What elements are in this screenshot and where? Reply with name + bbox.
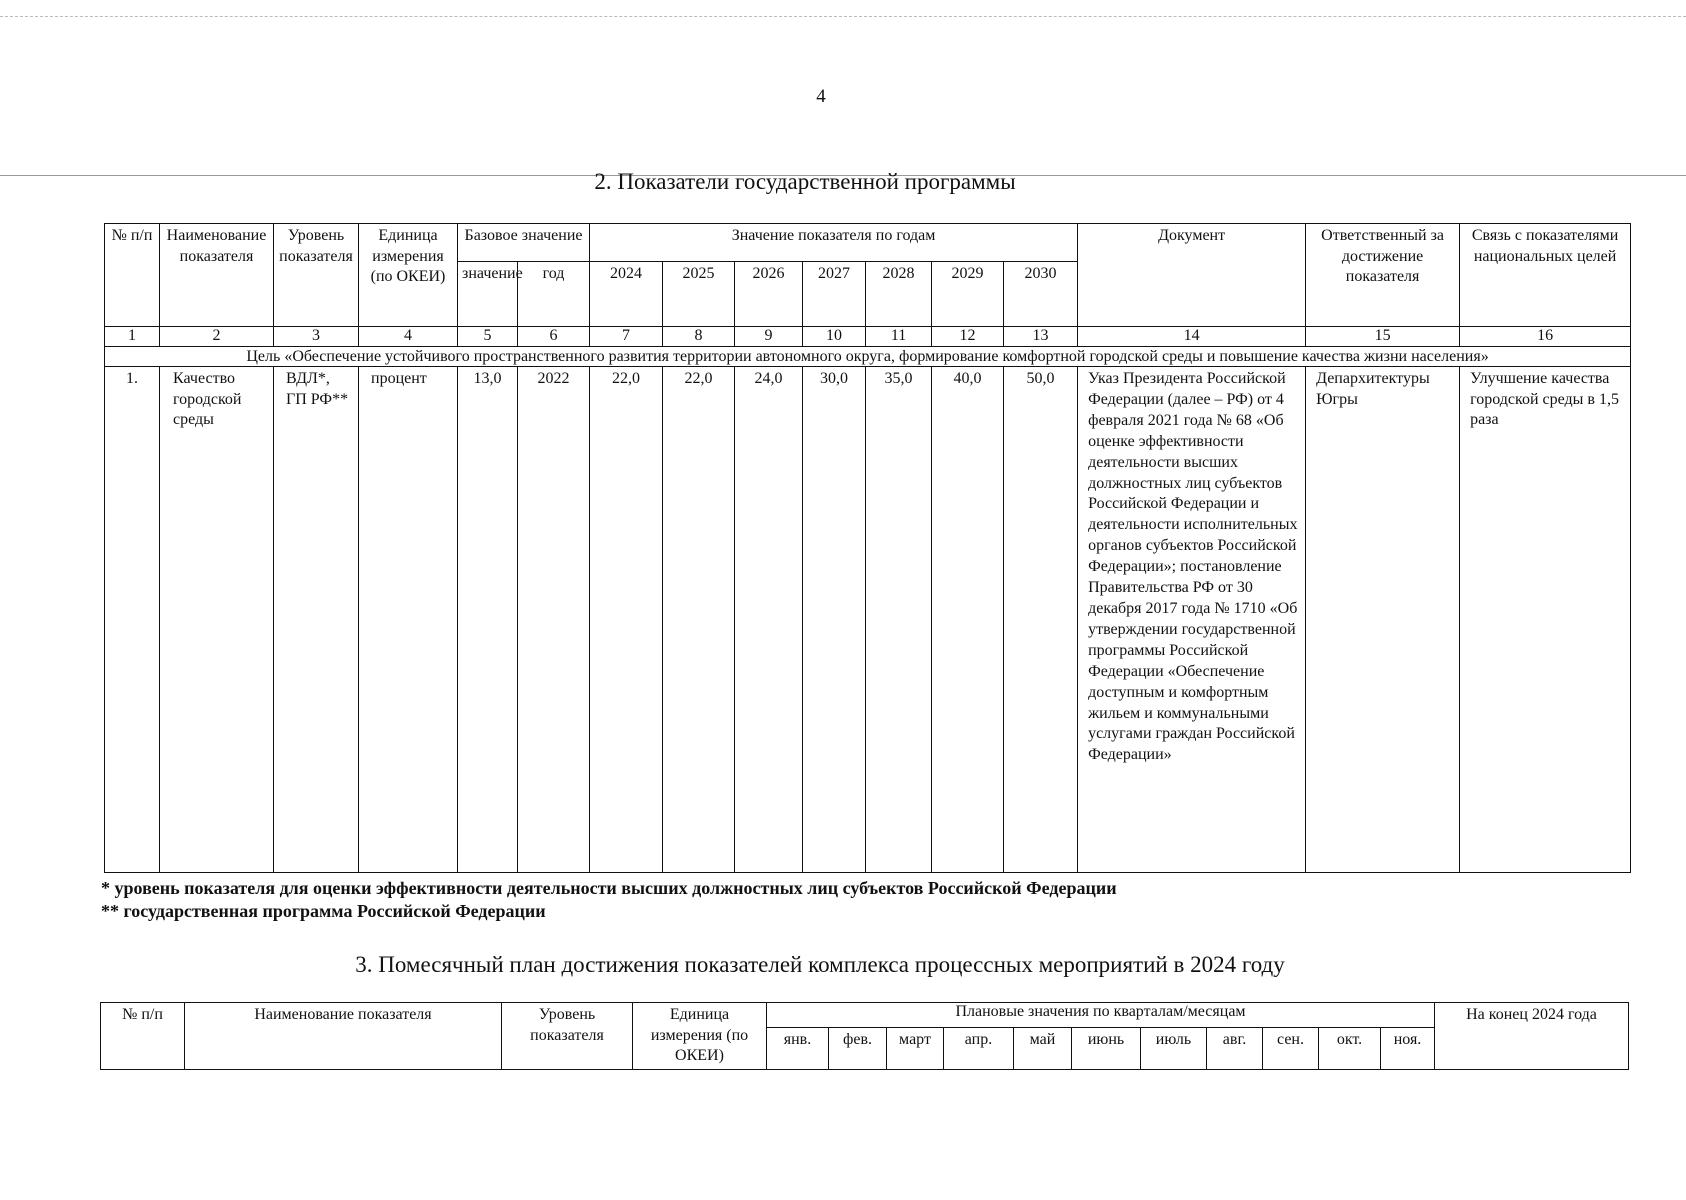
plan-header-month: май [1014, 1027, 1072, 1069]
header-document: Документ [1078, 224, 1306, 327]
column-number: 10 [803, 327, 866, 347]
table-row [105, 367, 1631, 873]
column-number: 1 [105, 327, 160, 347]
header-level: Уровень показателя [274, 224, 359, 327]
plan-header-month: июль [1141, 1027, 1207, 1069]
plan-header-month: янв. [767, 1027, 829, 1069]
plan-header-month: ноя. [1381, 1027, 1435, 1069]
column-number: 16 [1460, 327, 1631, 347]
header-name: Наименование показателя [160, 224, 274, 327]
row-document: Указ Президента Российской Федерации (далее – РФ) от 4 февраля 2021 года № 68 «Об оценке эффективности деятельности высших должностных лиц субъектов Российской Федерации и деятельности исполнительных органов субъектов Российской Федерации»; постановление Правительства РФ от 30 декабря 2017 года № 1710 «Об утверждении государственной программы Российской Федерации «Обеспечение доступным и комфортным жильем и коммунальными услугами граждан Российской Федерации» [1078, 367, 1306, 873]
column-number: 15 [1306, 327, 1460, 347]
row-value: 35,0 [866, 367, 932, 873]
page-number: 4 [816, 86, 826, 107]
header-year: 2026 [735, 262, 803, 327]
section3-title: 3. Помесячный план достижения показателей комплекса процессных мероприятий в 2024 году [355, 952, 1285, 977]
plan-header-month: март [887, 1027, 944, 1069]
header-responsible: Ответственный за достижение показателя [1306, 224, 1460, 327]
header-year: 2024 [590, 262, 663, 327]
row-base-year: 2022 [518, 367, 590, 873]
header-base-year: год [518, 262, 590, 327]
row-level: ВДЛ*, ГП РФ** [274, 367, 359, 873]
footnote-vdl: * уровень показателя для оценки эффективности деятельности высших должностных лиц субъектов Российской Федерации [101, 878, 1117, 898]
row-name: Качество городской среды [160, 367, 274, 873]
plan-header-end-of-year: На конец 2024 года [1435, 1003, 1629, 1070]
row-value: 22,0 [663, 367, 735, 873]
column-number: 4 [359, 327, 458, 347]
column-number: 6 [518, 327, 590, 347]
plan-header-month: июнь [1072, 1027, 1141, 1069]
column-number: 3 [274, 327, 359, 347]
row-unit: процент [359, 367, 458, 873]
header-year: 2025 [663, 262, 735, 327]
row-link: Улучшение качества городской среды в 1,5 раза [1460, 367, 1631, 873]
column-number: 13 [1004, 327, 1078, 347]
header-unit: Единица измерения (по ОКЕИ) [359, 224, 458, 327]
column-number: 5 [458, 327, 518, 347]
row-value: 30,0 [803, 367, 866, 873]
column-number: 9 [735, 327, 803, 347]
row-base-value: 13,0 [458, 367, 518, 873]
row-value: 24,0 [735, 367, 803, 873]
plan-header-month: авг. [1207, 1027, 1263, 1069]
row-value: 50,0 [1004, 367, 1078, 873]
plan-header-planned: Плановые значения по кварталам/месяцам [767, 1003, 1435, 1028]
indicators-table [104, 223, 1631, 873]
header-year: 2030 [1004, 262, 1078, 327]
section2-title: 2. Показатели государственной программы [594, 169, 1016, 194]
header-base-value: значение [458, 262, 518, 327]
row-num: 1. [105, 367, 160, 873]
plan-header-month: окт. [1319, 1027, 1381, 1069]
plan-header-name: Наименование показателя [185, 1003, 502, 1070]
plan-header-level: Уровень показателя [502, 1003, 633, 1070]
column-number: 12 [932, 327, 1004, 347]
header-num: № п/п [105, 224, 160, 327]
header-year: 2027 [803, 262, 866, 327]
goal-row: Цель «Обеспечение устойчивого пространственного развития территории автономного округа, формирование комфортной городской среды и повышение качества жизни населения» [105, 347, 1631, 367]
column-number: 2 [160, 327, 274, 347]
row-responsible: Депархитектуры Югры [1306, 367, 1460, 873]
header-year: 2028 [866, 262, 932, 327]
footnote-gp-rf: ** государственная программа Российской Федерации [101, 901, 546, 921]
header-year: 2029 [932, 262, 1004, 327]
column-number: 8 [663, 327, 735, 347]
scan-artifact-top [0, 16, 1686, 17]
header-link: Связь с показателями национальных целей [1460, 224, 1631, 327]
plan-header-month: сен. [1263, 1027, 1319, 1069]
plan-header-month: фев. [829, 1027, 887, 1069]
plan-header-month: апр. [944, 1027, 1014, 1069]
row-value: 22,0 [590, 367, 663, 873]
monthly-plan-table [100, 1002, 1629, 1070]
header-values-by-year: Значение показателя по годам [590, 224, 1078, 262]
plan-header-num: № п/п [101, 1003, 185, 1070]
row-value: 40,0 [932, 367, 1004, 873]
plan-header-unit: Единица измерения (по ОКЕИ) [633, 1003, 767, 1070]
header-base: Базовое значение [458, 224, 590, 262]
column-numbers-row [105, 327, 1631, 347]
column-number: 11 [866, 327, 932, 347]
column-number: 7 [590, 327, 663, 347]
column-number: 14 [1078, 327, 1306, 347]
